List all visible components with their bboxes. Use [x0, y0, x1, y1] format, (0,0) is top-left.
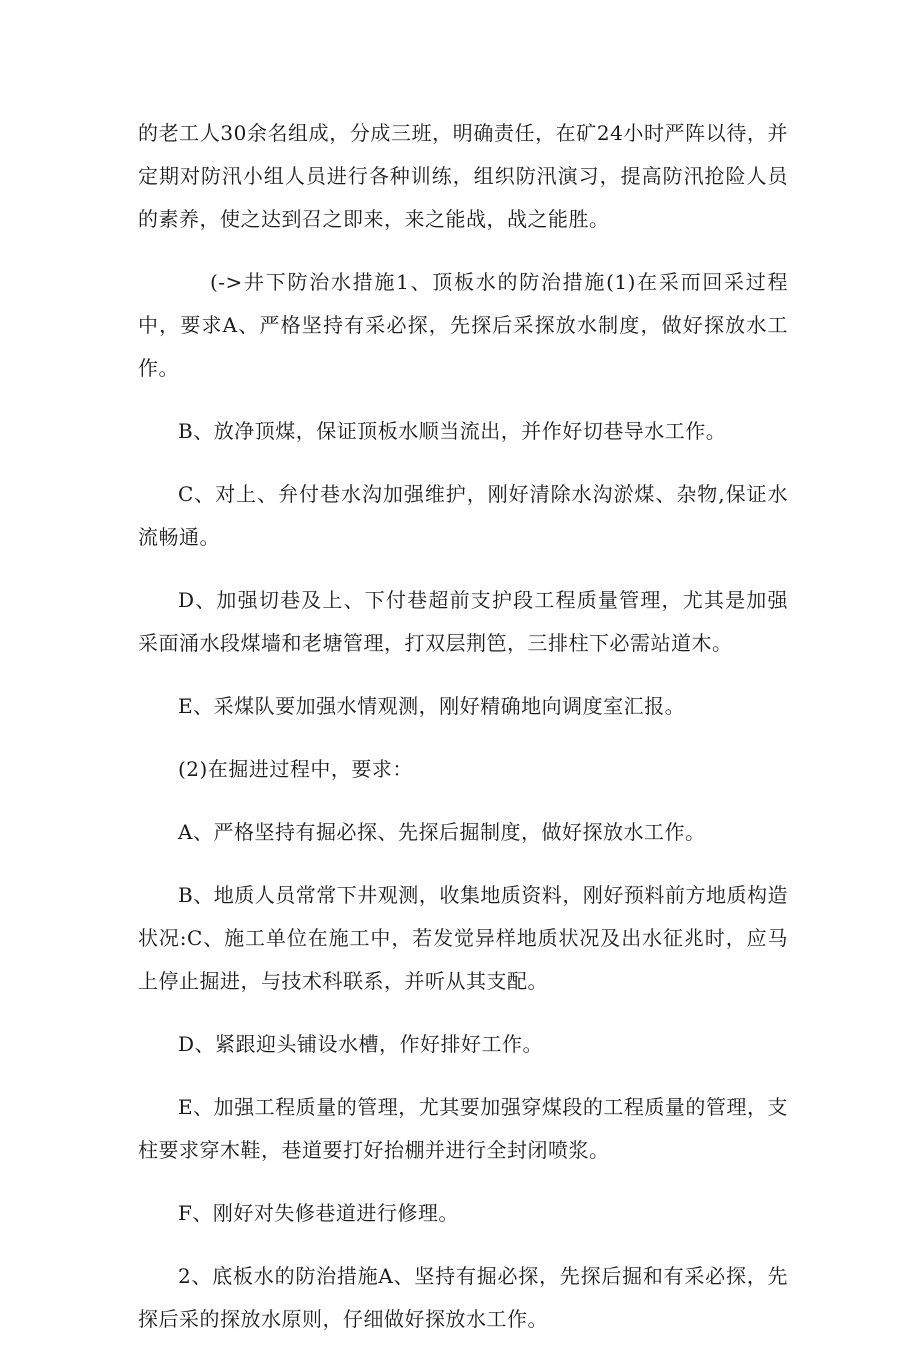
- paragraph-item-c-ditch: C、对上、弁付巷水沟加强维护，刚好清除水沟淤煤、杂物,保证水流畅通。: [138, 482, 788, 549]
- paragraph-excavation-f: F、刚好对失修巷道进行修理。: [178, 1201, 459, 1225]
- paragraph-floor-water-measures: 2、底板水的防治措施A、坚持有掘必探，先探后掘和有采必探，先探后采的探放水原则，仔细做好探放水工作。: [138, 1264, 788, 1331]
- paragraph-excavation-e: E、加强工程质量的管理，尤其要加强穿煤段的工程质量的管理，支柱要求穿木鞋，巷道要打好抬棚并进行全封闭喷浆。: [138, 1095, 788, 1162]
- paragraph-flood-team: 的老工人30余名组成，分成三班，明确责任，在矿24小时严阵以待，并定期对防汛小组人员进行各种训练，组织防汛演习，提高防汛抢险人员的素养，使之达到召之即来，来之能战，战之能胜。: [138, 121, 788, 231]
- paragraph-item-d-support: D、加强切巷及上、下付巷超前支护段工程质量管理，尤其是加强采面涌水段煤墙和老塘管理，打双层荆笆，三排柱下必需站道木。: [138, 588, 788, 655]
- paragraph-excavation-b-c: B、地质人员常常下井观测，收集地质资料，刚好预料前方地质构造状况:C、施工单位在施工中，若发觉异样地质状况及出水征兆时，应马上停止掘进，与技术科联系，并听从其支配。: [138, 883, 788, 993]
- paragraph-excavation-heading: (2)在掘进过程中，要求：: [178, 757, 413, 781]
- paragraph-excavation-a: A、严格坚持有掘必探、先探后掘制度，做好探放水工作。: [178, 820, 706, 844]
- paragraph-item-e-observation: E、采煤队要加强水情观测，刚好精确地向调度室汇报。: [178, 694, 686, 718]
- document-body: [138, 112, 788, 1361]
- paragraph-item-b-top-coal: B、放净顶煤，保证顶板水顺当流出，并作好切巷导水工作。: [178, 419, 727, 443]
- paragraph-excavation-d: D、紧跟迎头铺设水槽，作好排好工作。: [178, 1032, 544, 1056]
- paragraph-underground-measures: (->井下防治水措施1、顶板水的防治措施(1)在采而回采过程中，要求A、严格坚持有采必探，先探后采探放水制度，做好探放水工作。: [138, 270, 788, 380]
